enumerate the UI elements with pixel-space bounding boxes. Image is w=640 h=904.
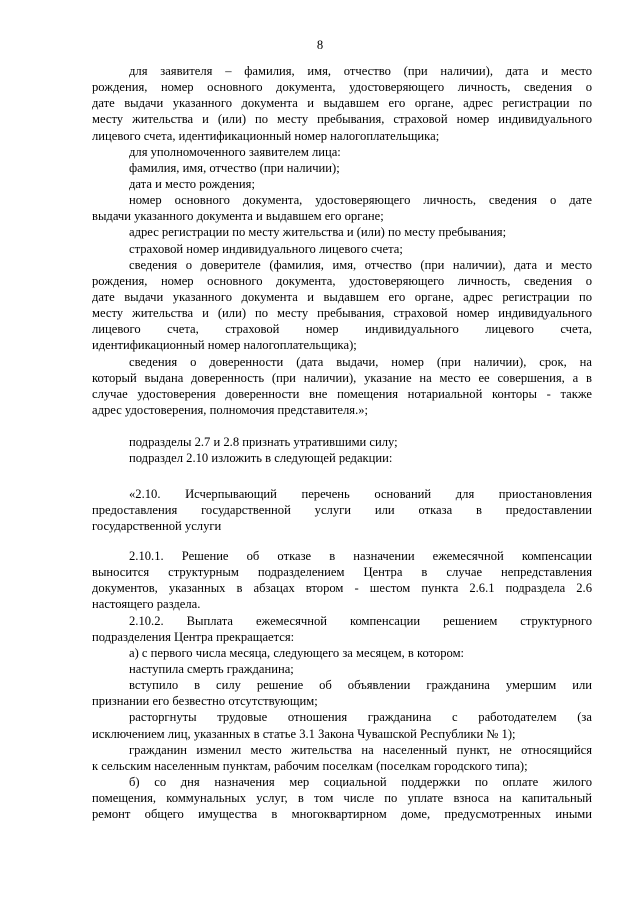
block-applicant-data [92, 63, 592, 467]
text-line: подраздел 2.10 изложить в следующей редакции: [129, 451, 393, 466]
text-line: который выдана доверенность (при наличии), указание на место ее совершения, а в [92, 370, 592, 385]
text-line: 2.10.2. Выплата ежемесячной компенсации решением структурного [129, 613, 592, 628]
section-heading-line: «2.10. Исчерпывающий перечень оснований для приостановления [129, 487, 592, 501]
text-line: подразделы 2.7 и 2.8 признать утратившими силу; [129, 435, 398, 450]
text-line: адрес регистрации по месту жительства и (или) по месту пребывания; [129, 225, 507, 240]
text-line: б) со дня назначения мер социальной поддержки по оплате жилого [129, 774, 592, 789]
paragraph-gap [92, 418, 592, 434]
text-line: к сельским населенным пунктам, рабочим поселкам (поселкам городского типа); [92, 758, 528, 773]
block-section-2-10-title [92, 486, 592, 534]
text-line: 2.10.1. Решение об отказе в назначении ежемесячной компенсации [129, 549, 592, 563]
text-line: подразделения Центра прекращается: [92, 629, 295, 644]
text-line: рождения, номер основного документа, удостоверяющего личность, сведения о [92, 273, 592, 288]
text-line: выносится структурным подразделением Центра в случае непредставления [92, 565, 592, 580]
text-line: фамилия, имя, отчество (при наличии); [129, 160, 340, 175]
text-line: для уполномоченного заявителем лица: [129, 144, 341, 159]
text-line: исключением лиц, указанных в статье 3.1 Закона Чувашской Республики № 1); [92, 726, 516, 741]
text-line: страховой номер индивидуального лицевого счета; [129, 241, 403, 256]
text-line: вступило в силу решение об объявлении гражданина умершим или [129, 678, 592, 693]
text-line: помещения, коммунальных услуг, в том числе по уплате взноса на капитальный [92, 791, 592, 806]
text-line: гражданин изменил место жительства на населенный пункт, не относящийся [129, 742, 592, 757]
text-line: признании его безвестно отсутствующим; [92, 694, 318, 709]
text-line: идентификационный номер налогоплательщика); [92, 338, 357, 353]
text-line: лицевого счета, идентификационный номер налогоплательщика; [92, 128, 440, 143]
text-line: а) с первого числа месяца, следующего за месяцем, в котором: [129, 645, 465, 660]
page-number: 8 [316, 38, 324, 52]
section-heading-line: предоставления государственной услуги или отказа в предоставлении [92, 503, 592, 518]
text-line: выдачи указанного документа и выдавшем его органе; [92, 209, 384, 224]
text-line: сведения о доверителе (фамилия, имя, отчество (при наличии), дата и место [129, 257, 592, 272]
text-line: расторгнуты трудовые отношения гражданина с работодателем (за [129, 710, 592, 725]
text-line: сведения о доверенности (дата выдачи, номер (при наличии), срок, на [129, 354, 592, 369]
section-heading-line: государственной услуги [92, 519, 222, 534]
text-line: для заявителя – фамилия, имя, отчество (при наличии), дата и место [129, 64, 592, 78]
block-section-2-10-body [92, 548, 592, 822]
text-line: документов, указанных в абзацах втором - шестом пункта 2.6.1 подраздела 2.6 [92, 581, 592, 596]
text-line: дате выдачи указанного документа и выдавшем его органе, адрес регистрации по [92, 96, 592, 111]
text-line: дата и место рождения; [129, 176, 255, 191]
text-line: настоящего раздела. [92, 597, 201, 612]
text-line: номер основного документа, удостоверяющего личность, сведения о дате [129, 193, 592, 208]
text-line: случае удостоверения доверенности вне помещения нотариальной конторы - также [92, 386, 592, 401]
text-line: месту жительства и (или) по месту пребывания, страховой номер индивидуального [92, 112, 592, 127]
text-line: наступила смерть гражданина; [129, 661, 294, 676]
text-line: рождения, номер основного документа, удостоверяющего личность, сведения о [92, 80, 592, 95]
text-line: месту жительства и (или) по месту пребывания, страховой номер индивидуального [92, 306, 592, 321]
text-line: адрес удостоверения, полномочия представителя.»; [92, 402, 369, 417]
text-line: дате выдачи указанного документа и выдавшем его органе, адрес регистрации по [92, 289, 592, 304]
text-line: лицевого счета, страховой номер индивидуального лицевого счета, [92, 322, 592, 337]
text-line: ремонт общего имущества в многоквартирном доме, предусмотренных иными [92, 807, 592, 822]
